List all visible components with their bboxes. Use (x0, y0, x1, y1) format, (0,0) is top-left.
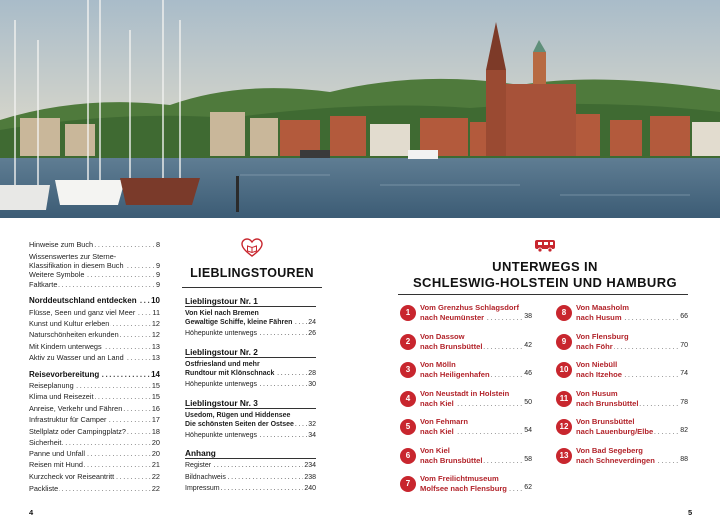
middle-title: LIEBLINGSTOUREN (190, 266, 314, 280)
toc-entry-label: Reisen mit Hund (29, 460, 83, 469)
tour-line2 (420, 484, 532, 493)
tour-number-badge: 6 (400, 448, 416, 464)
toc-entry[interactable] (29, 308, 160, 317)
right-title-line1: UNTERWEGS IN (492, 259, 598, 274)
anhang-entry[interactable] (185, 484, 316, 493)
toc-entry-page: 18 (151, 427, 160, 436)
toc-entry-page: 16 (151, 404, 160, 413)
anhang-entry-label: Bildnachweis (185, 473, 226, 481)
tour-item[interactable] (400, 417, 532, 443)
toc-entry-label: Kunst und Kultur erleben (29, 319, 110, 328)
tour-line2 (420, 313, 532, 322)
toc-entry-page: 13 (151, 353, 160, 362)
tour-line1: Von Fehmarn (420, 417, 468, 426)
tour-line1: Von Neustadt in Holstein (420, 388, 510, 398)
toc-entry-label: Klima und Reisezeit (29, 392, 94, 401)
tour-line2-label: nach Husum (576, 313, 622, 322)
tour-title[interactable]: Von Kiel nach Bremen (185, 310, 259, 317)
toc-entry-page: 8 (155, 240, 160, 249)
tour-page: 54 (524, 427, 532, 434)
tour-page: 70 (680, 341, 688, 349)
toc-entry[interactable] (29, 415, 160, 424)
toc-entry-page: 14 (151, 370, 160, 379)
tour-line2 (420, 427, 532, 436)
toc-entry-label: Infrastruktur für Camper (29, 415, 107, 424)
tour-entry[interactable] (185, 369, 316, 378)
tour-number-badge: 9 (556, 334, 572, 350)
toc-entry-page: 20 (151, 438, 160, 447)
tour-highlights-page: 34 (308, 432, 316, 439)
tour-title: Rundtour mit Klönschnack (185, 370, 275, 377)
tour-line2-label: nach Schneverdingen (576, 455, 655, 465)
tour-line2 (576, 427, 688, 436)
tour-number-badge: 12 (556, 419, 572, 435)
tour-line2 (420, 370, 532, 379)
toc-entry-label: Mit Kindern unterwegs (29, 342, 102, 351)
tour-highlights[interactable] (185, 431, 316, 440)
tour-line2 (576, 456, 688, 465)
toc-entry-label: Hinweise zum Buch (29, 240, 94, 249)
tour-line1: Von Bad Segeberg (576, 445, 643, 455)
page-number-left: 4 (29, 508, 34, 517)
tour-item[interactable] (556, 332, 688, 358)
tour-line2 (576, 370, 688, 379)
toc-entry[interactable] (29, 296, 160, 305)
tour-item[interactable] (400, 474, 532, 500)
toc-entry-page: 22 (151, 472, 160, 481)
tour-page: 46 (524, 370, 532, 377)
camper-van-icon (534, 237, 556, 253)
toc-entry-page: 9 (155, 280, 160, 289)
tour-number-badge: 7 (400, 476, 416, 492)
anhang-entry-page: 240 (304, 485, 316, 492)
tour-page: 28 (308, 370, 316, 377)
tour-highlights-label: Höhepunkte unterwegs (185, 330, 257, 337)
tour-number-badge: 13 (556, 448, 572, 464)
divider (182, 287, 322, 288)
divider (398, 294, 688, 295)
toc-entry[interactable] (29, 404, 160, 413)
tour-title: Gewaltige Schiffe, kleine Fähren (185, 319, 293, 326)
toc-entry[interactable] (29, 381, 160, 390)
tour-line1: Von Maasholm (576, 303, 630, 312)
divider (185, 458, 316, 459)
toc-entry[interactable] (29, 342, 160, 351)
divider (185, 357, 316, 358)
toc-entry-label: Packliste (29, 484, 59, 493)
tour-line2-label: nach Heiligenhafen (420, 370, 490, 379)
heart-book-icon (241, 238, 263, 258)
toc-entry[interactable] (29, 330, 160, 339)
toc-entry-page: 10 (151, 296, 160, 305)
tour-line1: Vom Grenzhus Schlagsdorf (420, 303, 520, 312)
harbour-photo (0, 0, 720, 218)
tour-highlights-label: Höhepunkte unterwegs (185, 381, 257, 388)
tour-number-badge: 5 (400, 419, 416, 435)
toc-entry-label: Naturschönheiten erkunden (29, 330, 119, 339)
toc-entry-page: 22 (151, 484, 160, 493)
tour-title[interactable]: Usedom, Rügen und Hiddensee (185, 412, 291, 419)
toc-entry-label: Reisevorbereitung (29, 370, 100, 379)
anhang-entry-page: 238 (304, 473, 316, 481)
tour-line2-label: nach Neumünster (420, 313, 485, 322)
toc-entry[interactable] (29, 484, 160, 493)
tour-page: 50 (524, 398, 532, 406)
toc-entry[interactable] (29, 460, 160, 469)
tour-highlights[interactable] (185, 380, 316, 389)
tour-number-badge: 3 (400, 362, 416, 378)
tour-line1: Von Flensburg (576, 331, 629, 341)
anhang-heading: Anhang (185, 448, 216, 458)
toc-entry-page: 13 (151, 342, 160, 351)
tour-item[interactable] (400, 446, 532, 472)
tour-heading: Lieblingstour Nr. 2 (185, 347, 258, 357)
anhang-entry-label: Register (185, 462, 212, 469)
tour-number-badge: 11 (556, 391, 572, 407)
tour-item[interactable] (556, 417, 688, 443)
toc-entry-label: Faltkarte (29, 280, 58, 289)
tour-line1: Von Kiel (420, 445, 450, 455)
toc-entry[interactable] (29, 438, 160, 447)
tour-page: 58 (524, 455, 532, 463)
tour-line2-label: nach Itzehoe (576, 370, 622, 379)
tour-line2-label: nach Föhr (576, 341, 613, 351)
tour-line1: Von Dassow (420, 331, 465, 341)
tour-line2-label: Molfsee nach Flensburg (420, 484, 507, 493)
toc-entry[interactable] (29, 472, 160, 481)
tour-item[interactable] (400, 332, 532, 358)
tour-item[interactable] (556, 389, 688, 415)
tour-page: 66 (680, 313, 688, 320)
tour-heading: Lieblingstour Nr. 3 (185, 398, 258, 408)
divider (185, 408, 316, 409)
tour-page: 62 (524, 484, 532, 491)
tour-number-badge: 2 (400, 334, 416, 350)
tour-item[interactable] (556, 360, 688, 386)
toc-entry[interactable] (29, 353, 160, 362)
toc-entry-label: Sicherheit (29, 438, 62, 447)
toc-entry-page: 9 (155, 261, 160, 270)
tour-page: 78 (680, 398, 688, 406)
tour-heading: Lieblingstour Nr. 1 (185, 296, 258, 306)
toc-entry-page: 17 (151, 415, 160, 424)
tour-line2-label: nach Brunsbüttel (420, 455, 483, 465)
toc-entry[interactable] (29, 261, 160, 270)
page-number-right: 5 (688, 508, 693, 517)
tour-page: 38 (524, 313, 532, 320)
tour-page: 32 (308, 421, 316, 428)
tour-line2 (576, 313, 688, 322)
anhang-entry-page: 234 (304, 462, 316, 469)
toc-entry-label: Anreise, Verkehr und Fähren (29, 404, 123, 413)
tour-number-badge: 4 (400, 391, 416, 407)
tour-highlights-page: 30 (308, 381, 316, 388)
anhang-entry[interactable] (185, 461, 316, 470)
toc-entry[interactable] (29, 449, 160, 458)
tour-item[interactable] (556, 303, 688, 329)
tour-highlights-page: 26 (308, 330, 316, 337)
toc-entry-page: 11 (152, 308, 160, 317)
tour-line2 (420, 342, 532, 351)
toc-entry-label: Panne und Unfall (29, 449, 85, 458)
tour-highlights[interactable] (185, 329, 316, 338)
tour-line2 (420, 399, 532, 408)
right-title-line2: SCHLESWIG-HOLSTEIN UND HAMBURG (412, 275, 678, 290)
tour-title[interactable]: Ostfriesland und mehr (185, 361, 260, 368)
toc-entry-label: Norddeutschland entdecken (29, 296, 137, 305)
tour-line2-label: nach Brunsbüttel (576, 398, 639, 408)
tour-page: 88 (680, 455, 688, 463)
divider (185, 306, 316, 307)
tour-line2-label: nach Brunsbüttel (420, 341, 483, 351)
tour-line2-label: nach Lauenburg/Elbe (576, 427, 654, 436)
tour-number-badge: 10 (556, 362, 572, 378)
toc-entry[interactable] (29, 392, 160, 401)
toc-entry-page: 12 (151, 319, 160, 328)
toc-entry-page: 20 (151, 449, 160, 458)
tour-item[interactable] (400, 303, 532, 329)
toc-entry[interactable] (29, 240, 160, 249)
tour-item[interactable] (400, 389, 532, 415)
tour-line2 (420, 456, 532, 465)
tour-page: 74 (680, 370, 688, 377)
toc-entry-page: 15 (151, 381, 160, 390)
toc-entry[interactable] (29, 427, 160, 436)
toc-entry-label: Weitere Symbole (29, 270, 85, 279)
toc-entry[interactable] (29, 252, 160, 261)
tour-line2 (576, 342, 688, 351)
tour-highlights-label: Höhepunkte unterwegs (185, 432, 257, 439)
tour-title: Die schönsten Seiten der Ostsee (185, 421, 294, 428)
tour-number-badge: 1 (400, 305, 416, 321)
tour-line2-label: nach Kiel (420, 427, 454, 436)
toc-entry[interactable] (29, 280, 160, 289)
toc-entry-page: 21 (151, 460, 160, 469)
tour-line1: Von Brunsbüttel (576, 417, 635, 426)
tour-item[interactable] (400, 360, 532, 386)
tour-item[interactable] (556, 446, 688, 472)
tour-line2-label: nach Kiel (420, 398, 454, 408)
tour-page: 24 (308, 319, 316, 326)
toc-entry-page: 9 (155, 270, 160, 279)
toc-entry[interactable] (29, 319, 160, 328)
tour-line1: Von Mölln (420, 360, 456, 369)
toc-entry-label: Reiseplanung (29, 381, 74, 390)
toc-entry-label: Aktiv zu Wasser und an Land (29, 353, 124, 362)
toc-entry-label: Stellplatz oder Campingplatz? (29, 427, 126, 436)
toc-entry-label: Kurzcheck vor Reiseantritt (29, 472, 115, 481)
tour-line1: Von Niebüll (576, 360, 618, 369)
toc-entry-page: 15 (151, 392, 160, 401)
toc-entry-label: Flüsse, Seen und ganz viel Meer (29, 308, 136, 317)
tour-page: 42 (524, 341, 532, 349)
tour-entry[interactable] (185, 420, 316, 429)
tour-line1: Vom Freilichtmuseum (420, 474, 499, 483)
anhang-entry-label: Impressum (185, 485, 220, 492)
tour-line2 (576, 399, 688, 408)
tour-entry[interactable] (185, 318, 316, 327)
tour-number-badge: 8 (556, 305, 572, 321)
toc-entry-page: 12 (151, 330, 160, 339)
toc-entry-label: Klassifikation in diesem Buch (29, 261, 124, 270)
toc-entry-label: Wissenswertes zur Sterne- (29, 252, 117, 261)
toc-entry[interactable] (29, 370, 160, 379)
anhang-entry[interactable] (185, 473, 316, 482)
tour-page: 82 (680, 427, 688, 434)
toc-entry[interactable] (29, 270, 160, 279)
tour-line1: Von Husum (576, 388, 618, 398)
